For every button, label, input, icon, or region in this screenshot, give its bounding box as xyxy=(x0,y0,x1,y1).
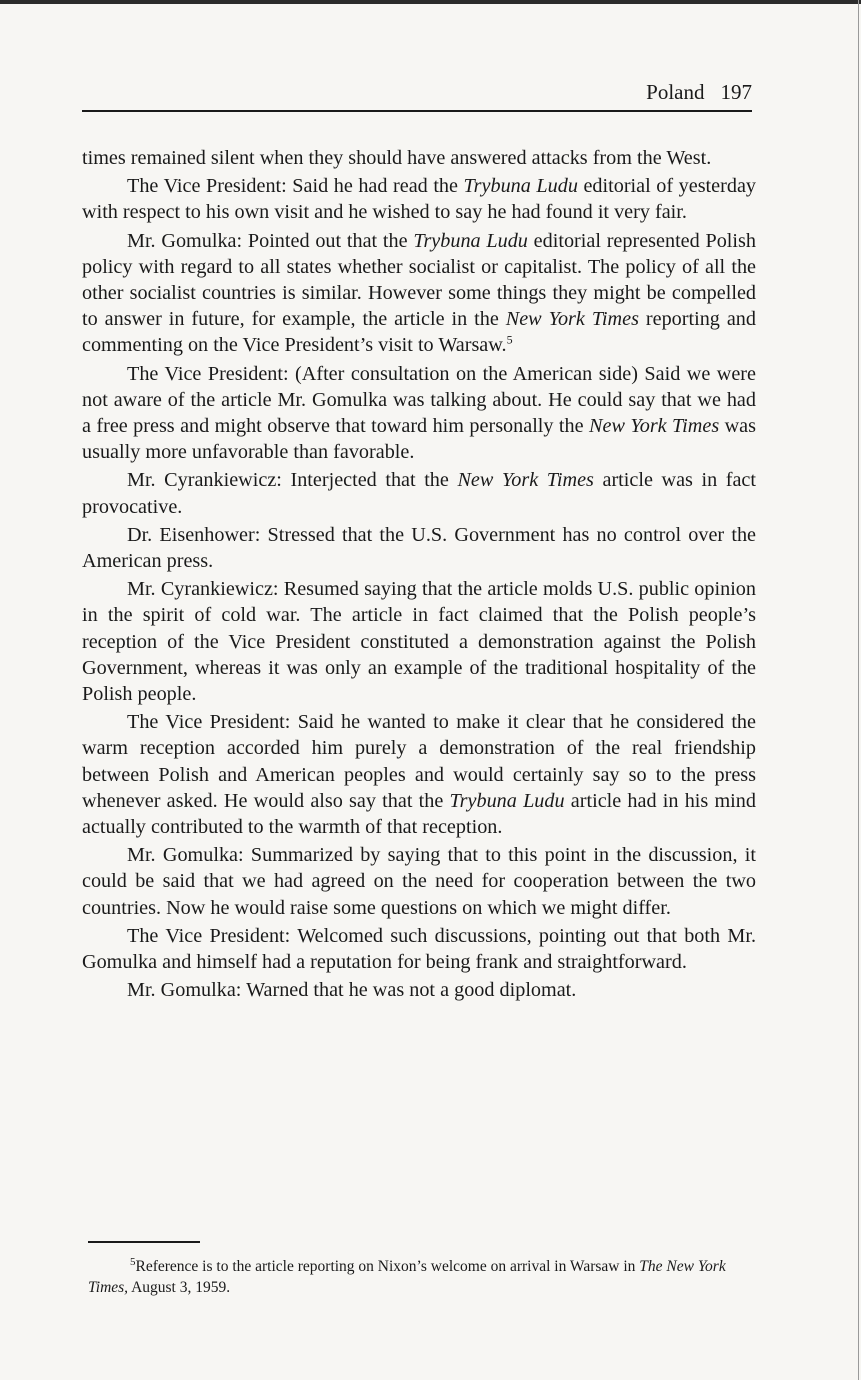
text-run: Dr. Eisenhower: Stressed that the U.S. Government has no control over the American press. xyxy=(82,523,756,573)
running-header xyxy=(82,79,752,105)
italic-title: Trybuna Ludu xyxy=(413,229,528,252)
text-run: Mr. Gomulka: Warned that he was not a good diplomat. xyxy=(127,979,577,1002)
footnote-marker: 5 xyxy=(130,1255,136,1268)
italic-title: The New York Times, xyxy=(88,1258,726,1296)
paragraph xyxy=(82,842,756,921)
text-run: editorial of yesterday with respect to his own visit and he wished to say he had found it very fair. xyxy=(82,175,756,224)
paragraph xyxy=(82,522,756,574)
text-run: August 3, 1959. xyxy=(128,1279,231,1296)
paragraph xyxy=(82,361,756,466)
text-run: was usually more unfavorable than favorable. xyxy=(82,415,756,464)
italic-title: Trybuna Ludu xyxy=(463,175,578,198)
text-run: The Vice President: Said he had read the xyxy=(127,175,464,198)
text-run: Mr. Gomulka: Summarized by saying that to this point in the discussion, it could be said that we had agreed on the need for cooperation between the two countries. Now he would raise some questions on which we might differ. xyxy=(82,844,756,919)
paragraph xyxy=(82,576,756,707)
italic-title: New York Times xyxy=(457,469,594,492)
text-run: reporting and commenting on the Vice President’s visit to Warsaw. xyxy=(82,308,756,357)
italic-title: Trybuna Ludu xyxy=(449,789,565,812)
text-run: The Vice President: (After consultation on the American side) Said we were not aware of the article Mr. Gomulka was talking about. He could say that we had a free press and might observe that toward him personally the xyxy=(82,362,756,438)
paragraph xyxy=(82,709,756,840)
text-run: Mr. Cyrankiewicz: Resumed saying that the article molds U.S. public opinion in the spirit of cold war. The article in fact claimed that the Polish people’s reception of the Vice President constituted a demonstration against the Polish Government, whereas it was only an example of the traditional hospitality of the Polish people. xyxy=(82,578,756,706)
page-number: 197 xyxy=(720,80,752,104)
body-text xyxy=(82,145,756,1006)
text-run: editorial represented Polish policy with regard to all states whether socialist or capitalist. The policy of all the other socialist countries is similar. However some things they might be compelled to answer in future, for example, the article in the xyxy=(82,229,756,331)
header-section-title: Poland xyxy=(646,80,705,104)
text-run: Mr. Cyrankiewicz: Interjected that the xyxy=(127,469,458,492)
header-rule xyxy=(82,110,752,112)
paragraph xyxy=(82,923,756,975)
paragraph xyxy=(82,467,756,519)
footnote-text xyxy=(88,1256,760,1298)
text-run: The Vice President: Said he wanted to make it clear that he considered the warm reception accorded him purely a demonstration of the real friendship between Polish and American peoples and would certainly say so to the press whenever asked. He would also say that the xyxy=(82,711,756,812)
text-run: Reference is to the article reporting on Nixon’s welcome on arrival in Warsaw in xyxy=(135,1258,640,1275)
italic-title: New York Times xyxy=(589,415,720,438)
text-run: article was in fact provocative. xyxy=(82,469,756,518)
page-top-edge xyxy=(0,0,861,4)
text-run: The Vice President: Welcomed such discussions, pointing out that both Mr. Gomulka and himself had a reputation for being frank and straightforward. xyxy=(82,924,756,974)
paragraph xyxy=(82,228,756,359)
paragraph xyxy=(82,145,756,171)
footnote xyxy=(88,1256,760,1298)
italic-title: New York Times xyxy=(505,308,639,331)
footnote-rule xyxy=(88,1241,200,1243)
text-run: Mr. Gomulka: Pointed out that the xyxy=(127,229,414,252)
page-right-edge xyxy=(858,0,859,1380)
paragraph xyxy=(82,977,756,1003)
text-run: article had in his mind actually contributed to the warmth of that reception. xyxy=(82,789,756,839)
footnote-marker: 5 xyxy=(506,332,513,347)
text-run: times remained silent when they should have answered attacks from the West. xyxy=(82,147,712,169)
paragraph xyxy=(82,173,756,225)
